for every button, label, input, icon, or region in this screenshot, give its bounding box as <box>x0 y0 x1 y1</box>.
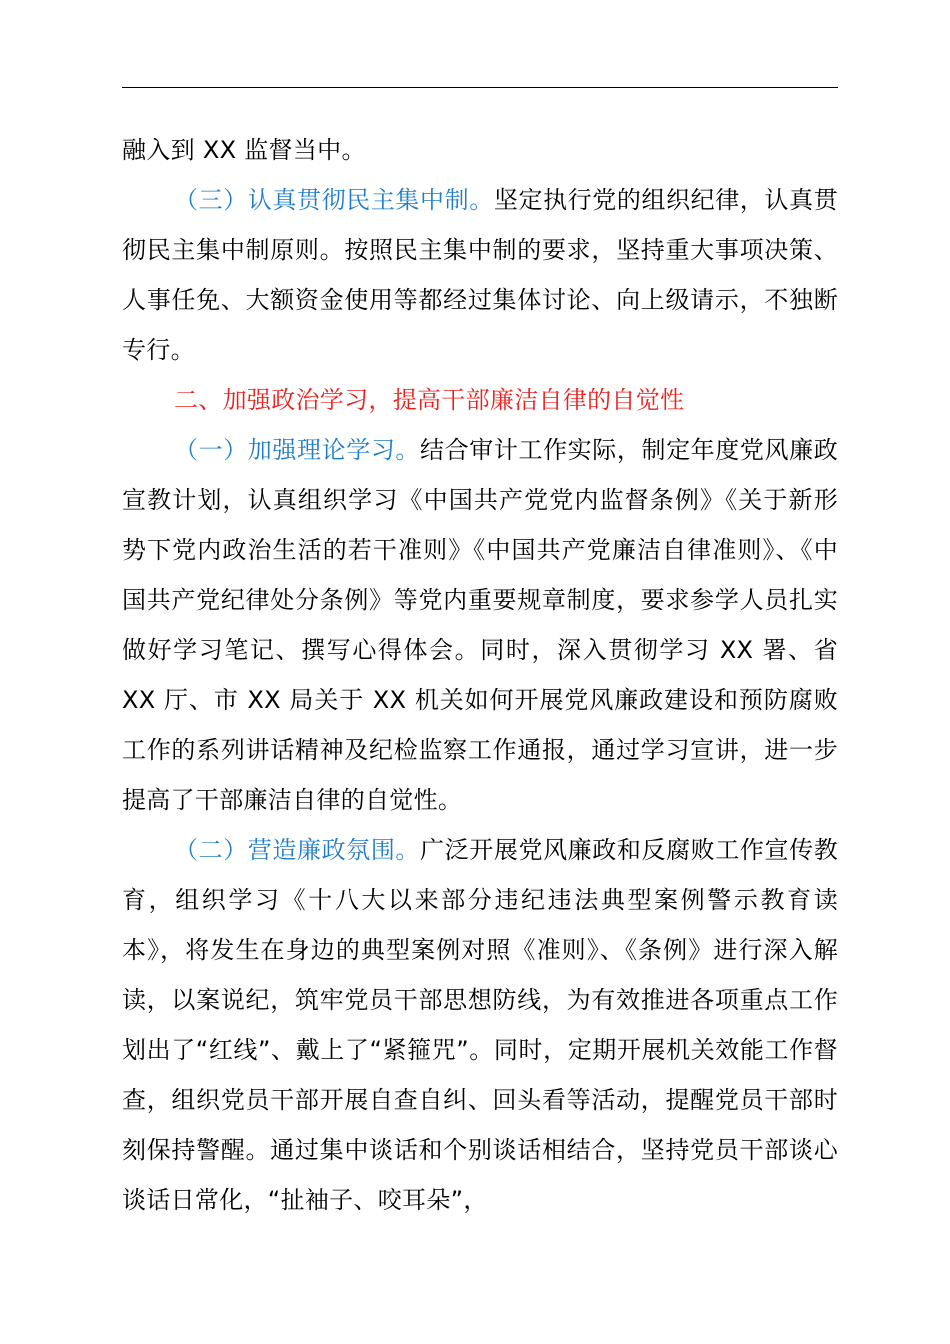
paragraph-body: 结合审计工作实际，制定年度党风廉政宣教计划，认真组织学习《中国共产党党内监督条例》《关于新形势下党内政治生活的若干准则》《中国共产党廉洁自律准则》、《中国共产党纪律处分条例》等党内重要规章制度，要求参学人员扎实做好学习笔记、撰写心得体会。同时，深入贯彻学习 XX 署、省 XX 厅、市 XX 局关于 XX 机关如何开展党风廉政建设和预防腐败工作的系列讲话精神及纪检监察工作通报，通过学习宣讲，进一步提高了干部廉洁自律的自觉性。 <box>122 436 839 814</box>
paragraph-body: 坚定执行党的组织纪律，认真贯彻民主集中制原则。按照民主集中制的要求，坚持重大事项决策、人事任免、大额资金使用等都经过集体讨论、向上级请示，不独断专行。 <box>122 186 839 364</box>
subheading: （三）认真贯彻民主集中制。 <box>174 186 494 214</box>
subheading: （一）加强理论学习。 <box>174 436 421 464</box>
subheading: （二）营造廉政氛围。 <box>174 836 421 864</box>
paragraph-body: 融入到 XX 监督当中。 <box>122 136 366 164</box>
paragraph-democratic-centralism <box>122 175 838 375</box>
paragraph-continuation <box>122 125 838 175</box>
section-heading <box>122 375 838 425</box>
header-rule <box>122 87 838 88</box>
paragraph-body: 广泛开展党风廉政和反腐败工作宣传教育，组织学习《十八大以来部分违纪违法典型案例警示教育读本》，将发生在身边的典型案例对照《准则》、《条例》进行深入解读，以案说纪，筑牢党员干部思想防线，为有效推进各项重点工作划出了“红线”、戴上了“紧箍咒”。同时，定期开展机关效能工作督查，组织党员干部开展自查自纠、回头看等活动，提醒党员干部时刻保持警醒。通过集中谈话和个别谈话相结合，坚持党员干部谈心谈话日常化，“扯袖子、咬耳朵”， <box>122 836 839 1214</box>
paragraph-integrity-atmosphere <box>122 825 838 1225</box>
section-title: 二、加强政治学习，提高干部廉洁自律的自觉性 <box>174 386 685 414</box>
document-body <box>122 125 838 1225</box>
paragraph-theory-study <box>122 425 838 825</box>
